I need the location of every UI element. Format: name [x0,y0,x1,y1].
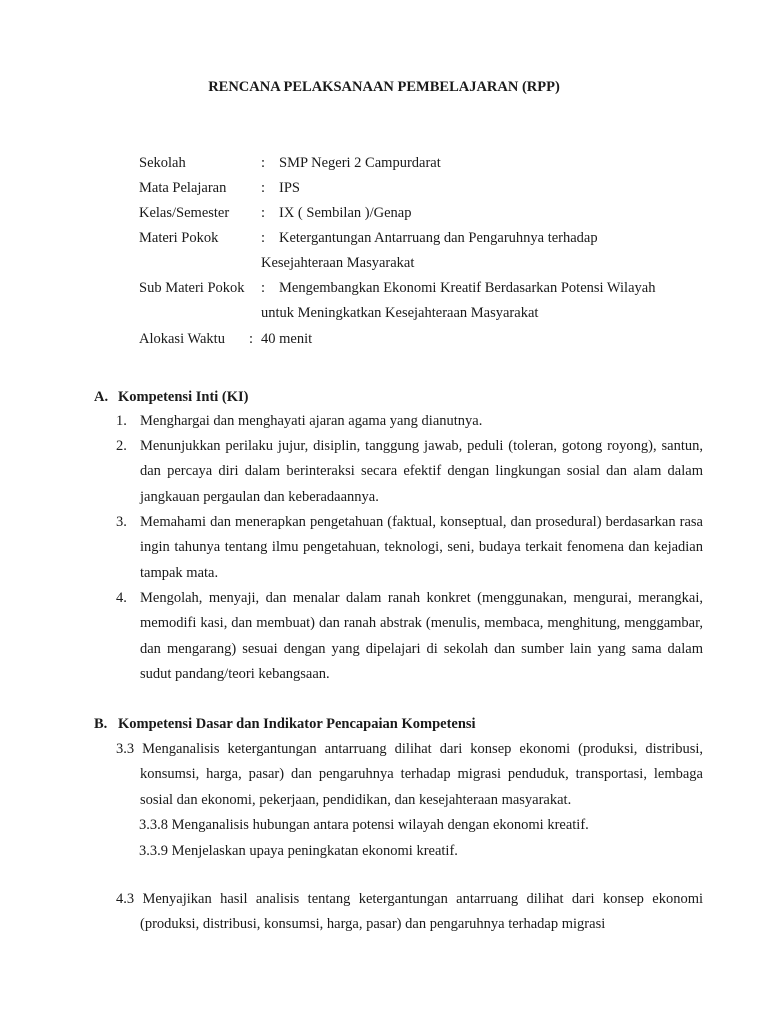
section-b-letter: B. [94,716,108,732]
materi-colon: : [261,230,266,246]
ki-item-number: 4. [116,590,127,606]
ki-item-number: 2. [116,438,127,454]
alokasi-colon: : [249,331,254,347]
indicator-3-3-9: 3.3.9 Menjelaskan upaya peningkatan ekonomi kreatif. [139,843,458,859]
ki-item-3 [116,510,703,586]
ki-item-text: Menghargai dan menghayati ajaran agama yang dianutnya. [140,413,483,429]
sekolah-colon: : [261,155,266,171]
kd-4-3-text: 4.3 Menyajikan hasil analisis tentang ketergantungan antarruang dilihat dari konsep ekonomi (produksi, distribusi, konsumsi, harga, pasar) dan pengaruhnya terhadap migrasi [116,891,703,933]
sub-materi-value-line2: untuk Meningkatkan Kesejahteraan Masyarakat [261,305,539,321]
materi-value-line2: Kesejahteraan Masyarakat [261,255,415,271]
sub-materi-value-line1: Mengembangkan Ekonomi Kreatif Berdasarkan Potensi Wilayah [279,280,656,296]
section-a-heading [94,387,249,407]
ki-item-number: 1. [116,413,127,429]
kelas-label: Kelas/Semester [139,205,230,221]
kd-3-3 [116,737,703,813]
ki-item-number: 3. [116,514,127,530]
sub-materi-colon: : [261,280,266,296]
sekolah-value: SMP Negeri 2 Campurdarat [279,155,441,171]
materi-value-line1: Ketergantungan Antarruang dan Pengaruhnya terhadap [279,230,598,246]
section-a-letter: A. [94,389,109,405]
indicator-3-3-8: 3.3.8 Menganalisis hubungan antara potensi wilayah dengan ekonomi kreatif. [139,817,589,833]
kd-3-3-text: 3.3 Menganalisis ketergantungan antarruang dilihat dari konsep ekonomi (produksi, distribusi, konsumsi, harga, pasar) dan pengaruhnya terhadap migrasi penduduk, transportasi, lembaga sosial dan ekonomi, pekerjaan, pendidikan, dan kesejahteraan masyarakat. [116,741,703,808]
section-a-title: Kompetensi Inti (KI) [118,389,249,405]
alokasi-label: Alokasi Waktu [139,331,225,347]
ki-item-2 [116,434,703,510]
section-b-title: Kompetensi Dasar dan Indikator Pencapaian Kompetensi [118,716,476,732]
ki-item-text: Memahami dan menerapkan pengetahuan (faktual, konseptual, dan prosedural) berdasarkan rasa ingin tahunya tentang ilmu pengetahuan, teknologi, seni, budaya terkait fenomena dan kejadian tampak mata. [140,514,703,581]
kd-4-3 [116,887,703,938]
sub-materi-label: Sub Materi Pokok [139,280,245,296]
mapel-label: Mata Pelajaran [139,180,227,196]
materi-label: Materi Pokok [139,230,219,246]
ki-item-4 [116,586,703,687]
sekolah-label: Sekolah [139,155,186,171]
ki-item-text: Menunjukkan perilaku jujur, disiplin, tanggung jawab, peduli (toleran, gotong royong), santun, dan percaya diri dalam berinteraksi secara efektif dengan lingkungan sosial dan alam dalam jangkauan pergaulan dan keberadaannya. [140,438,703,505]
mapel-value: IPS [279,180,300,196]
section-b-heading [94,714,476,734]
mapel-colon: : [261,180,266,196]
kelas-value: IX ( Sembilan )/Genap [279,205,412,221]
ki-item-1 [116,409,703,434]
document-title: RENCANA PELAKSANAAN PEMBELAJARAN (RPP) [208,79,560,95]
alokasi-value: 40 menit [261,331,313,347]
kelas-colon: : [261,205,266,221]
ki-item-text: Mengolah, menyaji, dan menalar dalam ranah konkret (menggunakan, mengurai, merangkai, memodifi kasi, dan membuat) dan ranah abstrak (menulis, membaca, menghitung, menggambar, dan mengarang) sesuai dengan yang dipelajari di sekolah dan sumber lain yang sama dalam sudut pandang/teori kebangsaan. [140,590,703,682]
